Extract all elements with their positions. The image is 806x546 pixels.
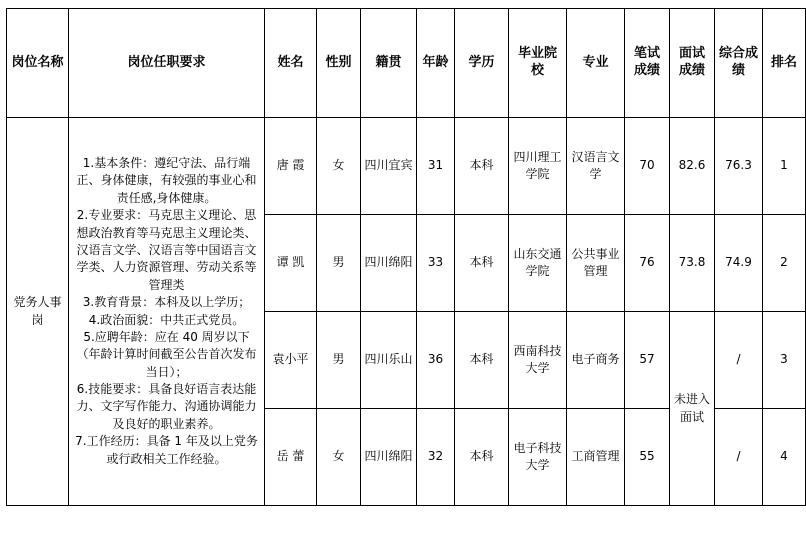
requirement-item: 6.技能要求：具备良好语言表达能力、文字写作能力、沟通协调能力及良好的职业素养。 (76, 382, 257, 431)
cell-origin: 四川绵阳 (361, 409, 417, 506)
header-requirements: 岗位任职要求 (69, 9, 265, 118)
cell-school: 电子科技大学 (509, 409, 567, 506)
cell-total-score: / (715, 409, 763, 506)
requirement-item: 3.教育背景：本科及以上学历； (82, 295, 251, 310)
header-interview-score: 面试成绩 (670, 9, 715, 118)
cell-written-score: 57 (625, 312, 670, 409)
cell-total-score: 76.3 (715, 118, 763, 215)
cell-sex: 女 (317, 409, 361, 506)
cell-written-score: 55 (625, 409, 670, 506)
cell-school: 四川理工学院 (509, 118, 567, 215)
cell-origin: 四川乐山 (361, 312, 417, 409)
cell-requirements (69, 118, 265, 506)
cell-age: 32 (417, 409, 455, 506)
table-header-row (7, 9, 806, 118)
cell-interview-note: 未进入面试 (670, 312, 715, 506)
cell-major: 公共事业管理 (567, 215, 625, 312)
cell-origin: 四川绵阳 (361, 215, 417, 312)
cell-rank: 2 (763, 215, 806, 312)
header-name: 姓名 (265, 9, 317, 118)
cell-rank: 3 (763, 312, 806, 409)
cell-education: 本科 (455, 118, 509, 215)
cell-education: 本科 (455, 409, 509, 506)
cell-education: 本科 (455, 312, 509, 409)
cell-interview-score: 82.6 (670, 118, 715, 215)
requirement-item: 2.专业要求：马克思主义理论、思想政治教育等马克思主义理论类、汉语言文学、汉语言等中国语言文学类、人力资源管理、劳动关系等管理类 (76, 208, 257, 292)
header-rank: 排名 (763, 9, 806, 118)
cell-age: 36 (417, 312, 455, 409)
cell-total-score: / (715, 312, 763, 409)
cell-name: 唐 霞 (265, 118, 317, 215)
cell-name: 岳 蕾 (265, 409, 317, 506)
cell-rank: 1 (763, 118, 806, 215)
cell-major: 工商管理 (567, 409, 625, 506)
cell-major: 电子商务 (567, 312, 625, 409)
requirement-item: 5.应聘年龄：应在 40 周岁以下（年龄计算时间截至公告首次发布当日）； (76, 329, 257, 379)
cell-written-score: 76 (625, 215, 670, 312)
header-age: 年龄 (417, 9, 455, 118)
cell-total-score: 74.9 (715, 215, 763, 312)
cell-written-score: 70 (625, 118, 670, 215)
cell-rank: 4 (763, 409, 806, 506)
cell-sex: 男 (317, 215, 361, 312)
header-school: 毕业院校 (509, 9, 567, 118)
cell-sex: 女 (317, 118, 361, 215)
cell-interview-score: 73.8 (670, 215, 715, 312)
header-major: 专业 (567, 9, 625, 118)
document-page (0, 8, 797, 546)
header-education: 学历 (455, 9, 509, 118)
header-total-score: 综合成绩 (715, 9, 763, 118)
header-written-score: 笔试成绩 (625, 9, 670, 118)
header-post-name: 岗位名称 (7, 9, 69, 118)
cell-age: 31 (417, 118, 455, 215)
cell-name: 谭 凯 (265, 215, 317, 312)
cell-sex: 男 (317, 312, 361, 409)
cell-post-name: 党务人事岗 (7, 118, 69, 506)
cell-name: 袁小平 (265, 312, 317, 409)
cell-education: 本科 (455, 215, 509, 312)
applicant-results-table (6, 8, 806, 506)
cell-age: 33 (417, 215, 455, 312)
requirement-item: 7.工作经历：具备 1 年及以上党务或行政相关工作经验。 (75, 434, 258, 466)
cell-major: 汉语言文学 (567, 118, 625, 215)
header-sex: 性别 (317, 9, 361, 118)
cell-school: 山东交通学院 (509, 215, 567, 312)
requirement-item: 4.政治面貌：中共正式党员。 (88, 312, 245, 327)
header-origin: 籍贯 (361, 9, 417, 118)
cell-origin: 四川宜宾 (361, 118, 417, 215)
requirement-item: 1.基本条件：遵纪守法、品行端正、身体健康，有较强的事业心和责任感,身体健康。 (76, 155, 257, 205)
cell-school: 西南科技大学 (509, 312, 567, 409)
table-row (7, 118, 806, 215)
